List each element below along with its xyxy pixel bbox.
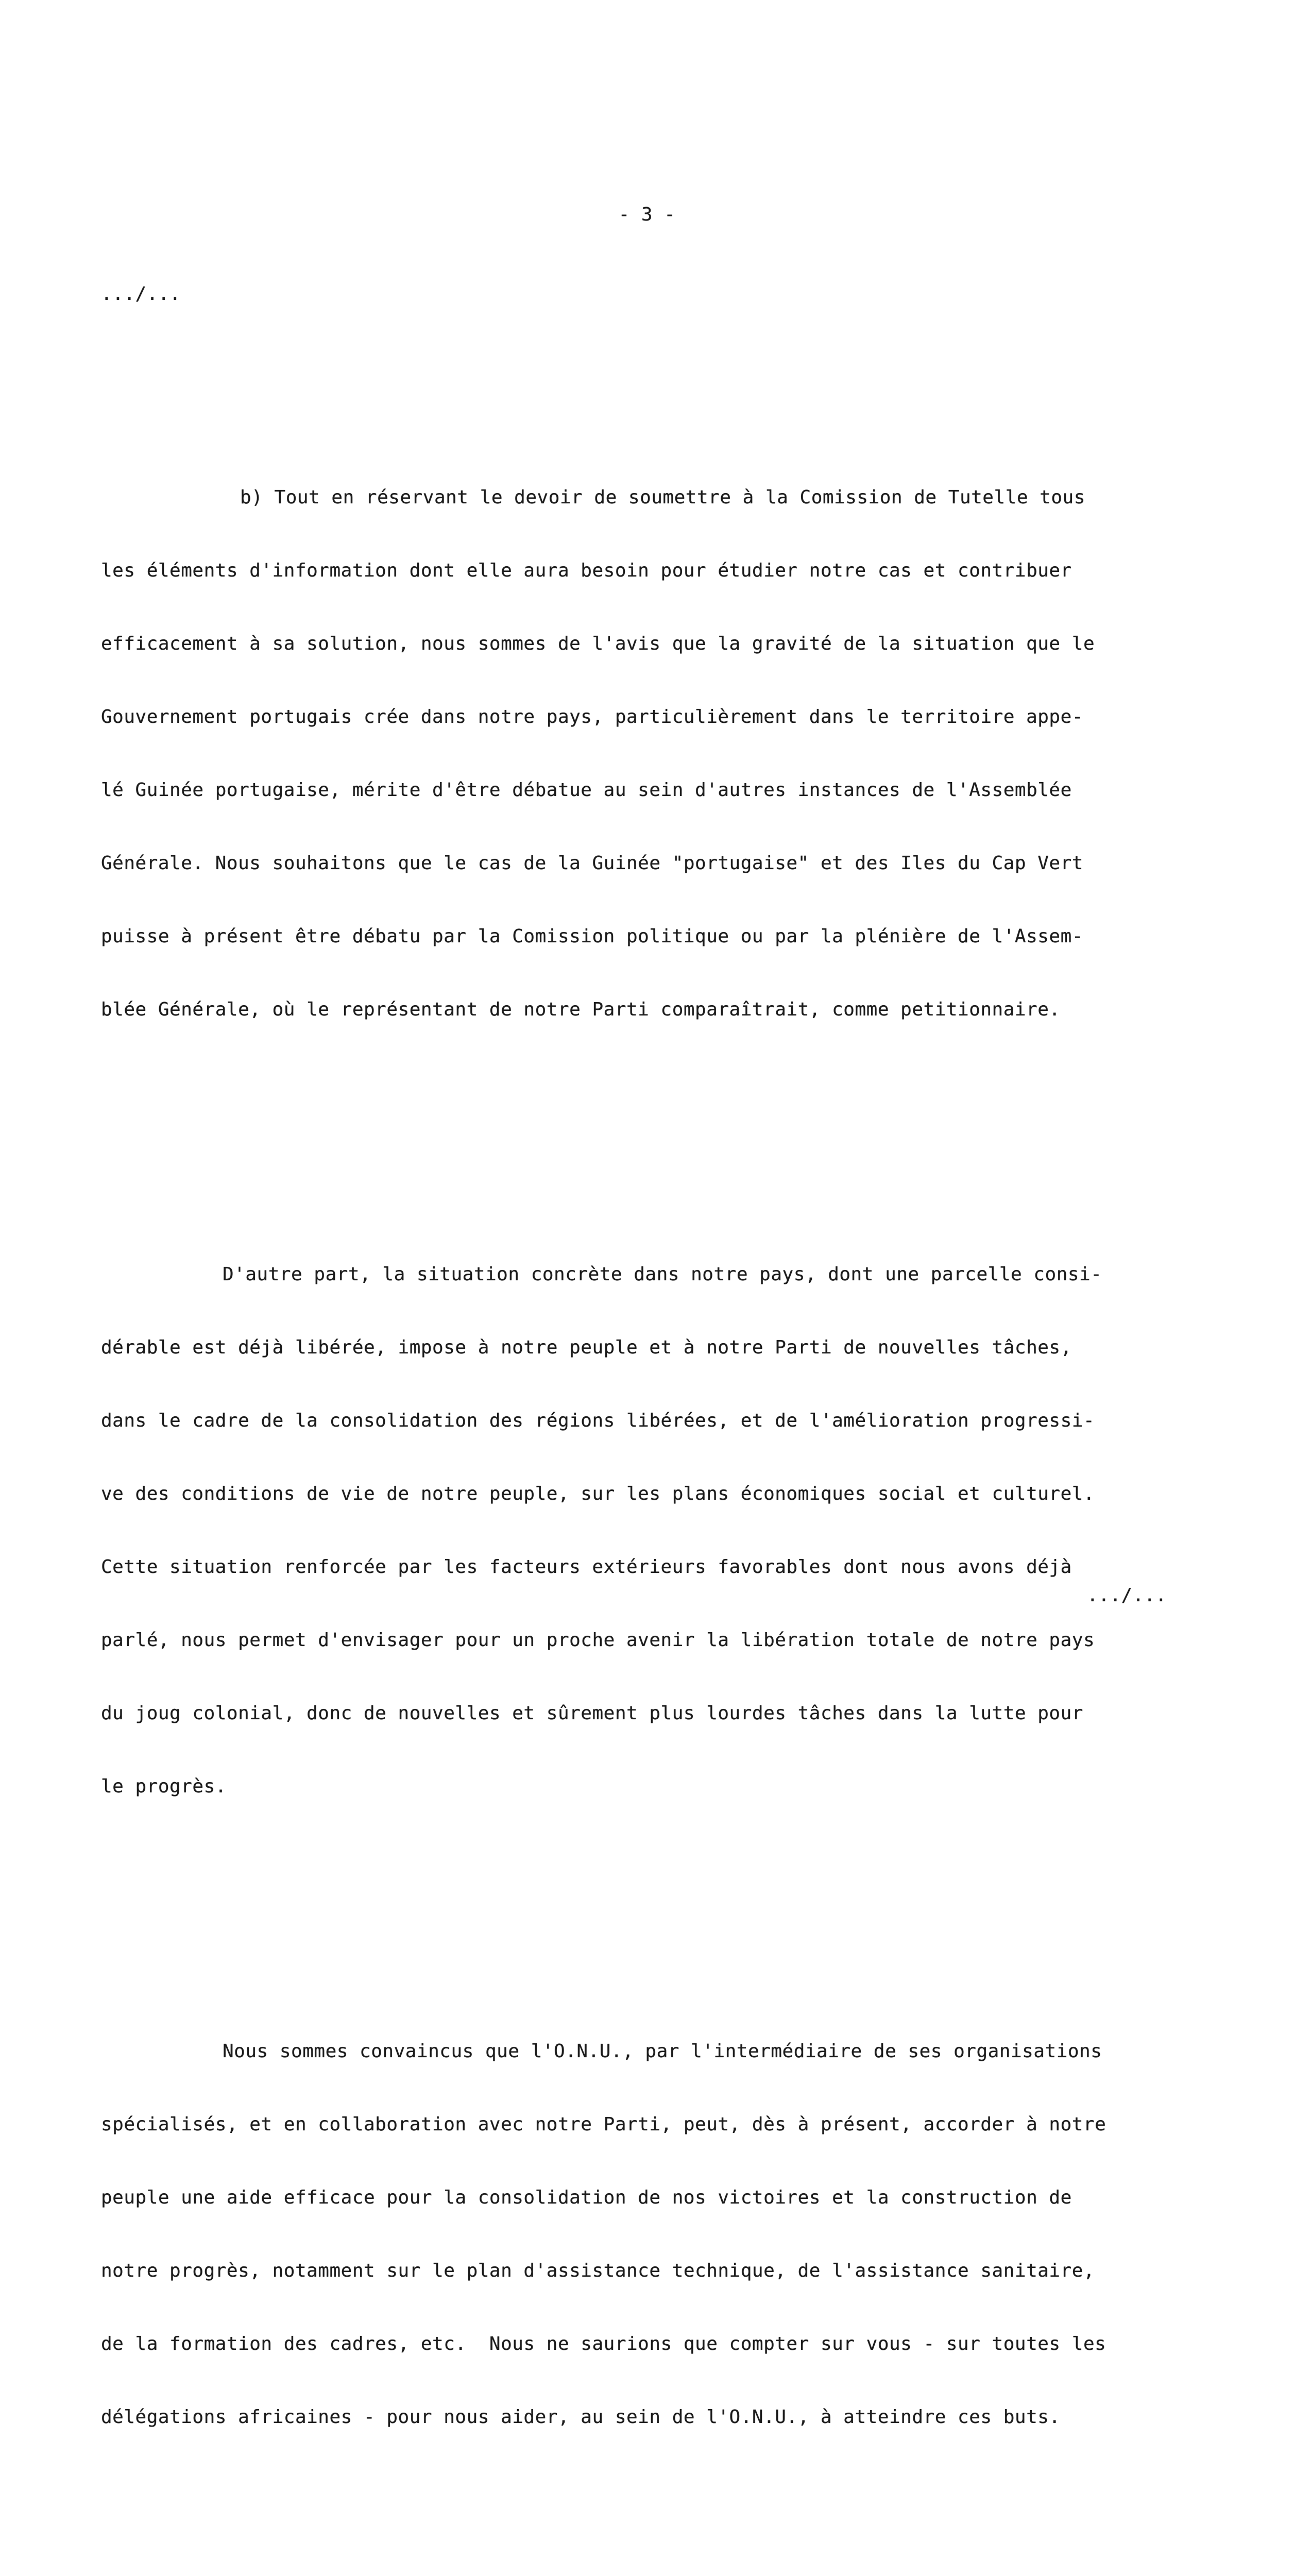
text-line: notre progrès, notamment sur le plan d'assistance technique, de l'assistance sanitaire, [101, 2260, 1095, 2281]
paragraph [101, 1217, 1178, 1844]
continuation-mark-bottom: .../... [1087, 1585, 1167, 1606]
text-line: blée Générale, où le représentant de notre Parti comparaîtrait, comme petitionnaire. [101, 999, 1061, 1020]
text-line: D'autre part, la situation concrète dans notre pays, dont une parcelle consi- [223, 1264, 1102, 1285]
text-line: du joug colonial, donc de nouvelles et sûrement plus lourdes tâches dans la lutte pour [101, 1703, 1083, 1724]
text-line: lé Guinée portugaise, mérite d'être débatue au sein d'autres instances de l'Assemblée [101, 779, 1072, 801]
text-line: ve des conditions de vie de notre peuple, sur les plans économiques social et culturel. [101, 1483, 1095, 1504]
text-line: dérable est déjà libérée, impose à notre peuple et à notre Parti de nouvelles tâches, [101, 1337, 1072, 1358]
text-line: parlé, nous permet d'envisager pour un proche avenir la libération totale de notre pays [101, 1630, 1095, 1651]
text-line: Cette situation renforcée par les facteurs extérieurs favorables dont nous avons déjà [101, 1556, 1072, 1578]
continuation-mark-top: .../... [101, 283, 181, 304]
text-line: efficacement à sa solution, nous sommes de l'avis que la gravité de la situation que le [101, 633, 1095, 654]
text-line: peuple une aide efficace pour la consolidation de nos victoires et la construction de [101, 2187, 1072, 2208]
text-line: b) Tout en réservant le devoir de soumettre à la Comission de Tutelle tous [240, 487, 1085, 508]
text-line: le progrès. [101, 1776, 227, 1797]
text-line: les éléments d'information dont elle aura besoin pour étudier notre cas et contribuer [101, 560, 1072, 581]
text-line: puisse à présent être débatu par la Comission politique ou par la plénière de l'Assem- [101, 926, 1083, 947]
paragraph [101, 1994, 1178, 2475]
text-line: de la formation des cadres, etc. Nous ne saurions que compter sur vous - sur toutes les [101, 2333, 1106, 2354]
text-line: Générale. Nous souhaitons que le cas de la Guinée "portugaise" et des Iles du Cap Vert [101, 853, 1083, 874]
paragraph-b [101, 440, 1178, 1067]
text-line: spécialisés, et en collaboration avec notre Parti, peut, dès à présent, accorder à notre [101, 2114, 1106, 2135]
text-line: Gouvernement portugais crée dans notre pays, particulièrement dans le territoire appe- [101, 706, 1083, 727]
letter-body [101, 355, 1178, 2576]
text-line: délégations africaines - pour nous aider, au sein de l'O.N.U., à atteindre ces buts. [101, 2406, 1061, 2428]
page-number: - 3 - [618, 204, 676, 225]
text-line: dans le cadre de la consolidation des régions libérées, et de l'amélioration progressi- [101, 1410, 1095, 1431]
text-line: Nous sommes convaincus que l'O.N.U., par l'intermédiaire de ses organisations [223, 2041, 1102, 2062]
